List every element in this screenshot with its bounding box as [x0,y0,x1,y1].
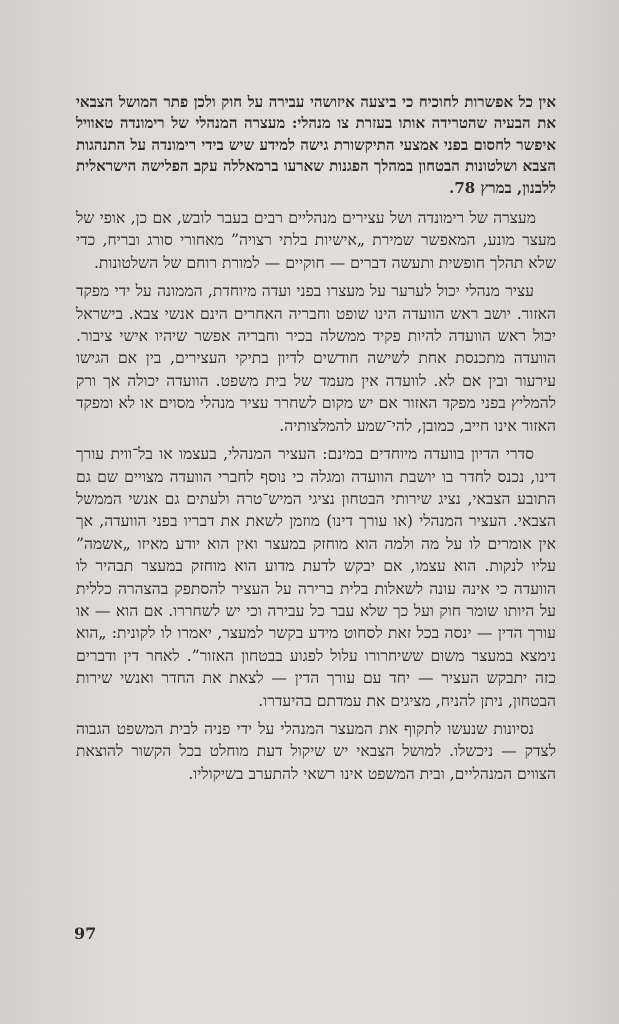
paragraph: נסיונות שנעשו לתקוף את המעצר המנהלי על ידי פניה לבית המשפט הגבוה לצדק — ניכשלו. למושל הצבאי יש שיקול דעת מוחלט בכל הקשור להוצאת הצווים המנהליים, ובית המשפט אינו רשאי להתערב בשיקוליו. [76,719,556,783]
quoted-passage: אין כל אפשרות לחוכיח כי ביצעה איזושהי עבירה על חוק ולכן פתר המושל הצבאי את הבעיה שהטרידה אותו בעזרת צו מנהלי: מעצרה המנהלי של רימונדה טאוויל איפשר לחסום בפני אמצעי התיקשורת גישה למידע שיש בידי רימונדה על התנהגות הצבא ושלטונות הבטחון במהלך הפגנות שארעו ברמאללה עקב הפלישה הישראלית ללבנון, במרץ 78. [76,93,556,197]
paragraph: סדרי הדיון בוועדה מיוחדים במינם: העציר המנהלי, בעצמו או בל־ווית עורך דינו, נכנס לחדר בו יושבת הוועדה ומגלה כי נוסף לחברי הוועדה מצויים שם גם התובע הצבאי, נציג שירותי הבטחון נציגי המיש־טרה ולעתים גם אנשי הממשל הצבאי. העציר המנהלי (או עורך דינו) מוזמן לשאת את דבריו בפני הוועדה, אך אין אומרים לו על מה ולמה הוא מוחזק במעצר ואין הוא יודע מאיזו „אשמה” עליו לנקות. הוא עצמו, אם יבקש לדעת מדוע הוא מוחזק במעצר תבהיר לו הוועדה כי אינה עונה לשאלות בלית ברירה על העציר להסתפק בהצהרה כללית על היותו שומר חוק ועל כך שלא עבר כל עבירה וכי יש לשחררו. אם הוא — או עורך הדין — ינסה בכל זאת לסחוט מידע בקשר למעצר, יאמרו לו לקונית: „הוא נימצא במעצר משום ששיחרורו עלול לפגוע בבטחון האזור”. לאחר דין ודברים כזה יתבקש העציר — יחד עם עורך הדין — לצאת את החדר ואנשי שירות הבטחון, ניתן להניח, מציגים את עמדתם בהיעדרו. [76,445,556,710]
paragraph: עציר מנהלי יכול לערער על מעצרו בפני ועדה מיוחדת, הממונה על ידי מפקד האזור. יושב ראש הוועדה הינו שופט וחבריה האחרים הינם אנשי צבא. בישראל יכול ראש הוועדה להיות פקיד ממשלה בכיר וחבריה אפשר שיהיו אישי ציבור. הוועדה מתכנסת אחת לשישה חודשים לדיון בתיקי העצירים, בין אם הגישו עירעור ובין אם לא. לוועדה אין מעמד של בית משפט. הוועדה יכולה אך ורק להמליץ בפני מפקד האזור אם יש מקום לשחרר עציר מנהלי מסוים או לא ומפקד האזור אינו חייב, כמובן, להי־שמע להמלצותיה. [76,282,556,435]
page-content [76,92,556,791]
page-number: 97 [74,924,97,943]
paragraph: מעצרה של רימונדה ושל עצירים מנהליים רבים בעבר לובש, אם כן, אופי של מעצר מונע, המאפשר שמירת „אישיות בלתי רצויה” מאחורי סורג ובריח, כדי שלא תהלך חופשית ותעשה דברים — חוקיים — למורת רוחם של השלטונות. [76,209,556,272]
